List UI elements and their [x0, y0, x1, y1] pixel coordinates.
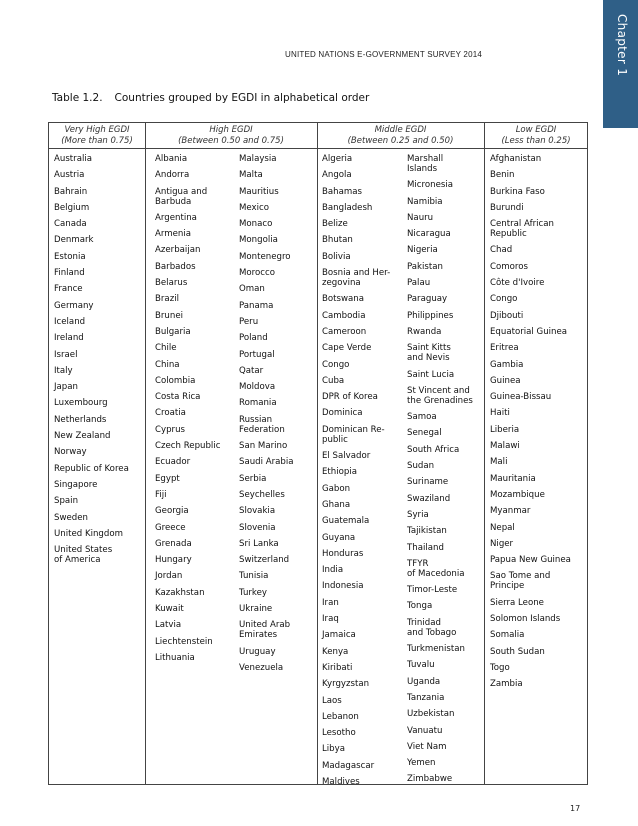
country-name: Angola — [322, 170, 352, 181]
country-name: Antigua and Barbuda — [155, 186, 208, 207]
country-name: Ghana — [322, 499, 351, 510]
country-name: France — [54, 284, 83, 295]
country-name: Austria — [54, 170, 85, 181]
country-name: Pakistan — [407, 261, 443, 272]
country-name: Cambodia — [322, 310, 366, 321]
country-name: Portugal — [239, 349, 275, 360]
column-divider — [484, 123, 485, 784]
country-name: Turkmenistan — [407, 644, 465, 655]
table-title: Countries grouped by EGDI in alphabetical order — [114, 92, 370, 104]
country-name: Sao Tome and Principe — [490, 571, 551, 592]
country-name: Tunisia — [239, 571, 269, 582]
country-name: Estonia — [54, 251, 86, 262]
country-name: Saint Kitts and Nevis — [407, 343, 451, 364]
list-high-2 — [239, 154, 315, 679]
country-name: Andorra — [155, 170, 190, 181]
country-name: Marshall Islands — [407, 154, 444, 174]
country-name: Jamaica — [322, 630, 356, 641]
column-divider — [145, 123, 146, 784]
country-name: Bosnia and Her- zegovina — [322, 268, 391, 289]
country-name: Luxembourg — [54, 398, 108, 409]
country-name: Nauru — [407, 212, 434, 223]
country-name: St Vincent and the Grenadines — [407, 385, 473, 406]
country-name: Côte d'Ivoire — [490, 278, 545, 289]
country-name: DPR of Korea — [322, 392, 378, 403]
country-name: Nepal — [490, 522, 515, 533]
country-name: Slovakia — [239, 506, 276, 517]
country-name: Afghanistan — [490, 154, 542, 164]
country-name: Somalia — [490, 630, 525, 641]
country-name: Czech Republic — [155, 441, 221, 452]
country-name: Peru — [239, 316, 259, 327]
country-name: Republic of Korea — [54, 463, 129, 474]
country-name: Algeria — [322, 154, 353, 164]
country-name: Guyana — [322, 532, 356, 543]
country-name: Cyprus — [155, 424, 185, 435]
chapter-tab — [603, 0, 638, 128]
country-name: Myanmar — [490, 506, 531, 517]
country-name: Latvia — [155, 620, 182, 631]
country-name: Panama — [239, 300, 274, 311]
country-name: Gambia — [490, 359, 524, 370]
country-name: Trinidad and Tobago — [407, 617, 457, 638]
country-name: Mauritius — [239, 186, 279, 197]
country-name: Germany — [54, 300, 94, 311]
country-name: Costa Rica — [155, 392, 201, 403]
country-name: Cuba — [322, 375, 345, 386]
country-name: Seychelles — [239, 489, 285, 500]
country-name: Kyrgyzstan — [322, 679, 370, 690]
country-name: Thailand — [407, 542, 444, 553]
country-name: Ukraine — [239, 604, 273, 615]
country-name: Kiribati — [322, 662, 353, 673]
country-name: Sweden — [54, 512, 88, 523]
list-middle-2 — [407, 154, 483, 791]
country-name: Singapore — [54, 479, 98, 490]
country-name: Qatar — [239, 365, 264, 376]
country-name: Venezuela — [239, 662, 284, 673]
country-name: Samoa — [407, 412, 437, 423]
country-name: United Kingdom — [54, 528, 123, 539]
country-name: Malawi — [490, 441, 520, 452]
country-name: Chad — [490, 245, 513, 256]
country-name: Lithuania — [155, 652, 195, 663]
country-name: Egypt — [155, 473, 180, 484]
chapter-label: Chapter 1 — [615, 14, 629, 77]
country-name: Liberia — [490, 424, 520, 435]
country-name: Albania — [155, 154, 188, 164]
country-name: Jordan — [155, 571, 183, 582]
country-name: Mexico — [239, 202, 270, 213]
country-name: Lebanon — [322, 711, 359, 722]
country-name: Saint Lucia — [407, 369, 455, 380]
country-name: Burkina Faso — [490, 186, 545, 197]
group-header-low — [484, 125, 588, 146]
country-name: Kenya — [322, 646, 349, 657]
country-name: Tajikistan — [407, 526, 447, 537]
country-name: Tanzania — [407, 692, 445, 703]
country-name: Italy — [54, 365, 73, 376]
country-name: Dominica — [322, 408, 363, 419]
country-name: Romania — [239, 398, 277, 409]
country-name: Belarus — [155, 278, 188, 289]
country-name: Bahamas — [322, 186, 362, 197]
country-name: Iceland — [54, 316, 86, 327]
country-name: Malta — [239, 170, 263, 181]
country-name: Libya — [322, 744, 345, 755]
country-name: Madagascar — [322, 760, 375, 771]
country-name: Ireland — [54, 333, 84, 344]
country-name: Japan — [54, 382, 78, 393]
country-name: Honduras — [322, 548, 364, 559]
country-name: Laos — [322, 695, 342, 706]
country-name: Philippines — [407, 310, 454, 321]
country-name: Fiji — [155, 489, 167, 500]
group-range: (Between 0.25 and 0.50) — [347, 135, 454, 146]
country-name: Barbados — [155, 261, 196, 272]
country-name: Spain — [54, 496, 79, 507]
country-name: Rwanda — [407, 326, 442, 337]
country-name: Dominican Re- public — [322, 424, 385, 445]
header-rule — [49, 148, 587, 149]
country-name: South Africa — [407, 444, 460, 455]
country-name: Zimbabwe — [407, 774, 453, 785]
country-name: Congo — [322, 359, 350, 370]
country-name: India — [322, 565, 344, 576]
country-name: Burundi — [490, 202, 524, 213]
country-name: Switzerland — [239, 555, 290, 566]
egdi-table — [48, 122, 588, 785]
country-name: Brunei — [155, 310, 183, 321]
country-name: Turkey — [239, 587, 267, 598]
group-name: High EGDI — [209, 125, 253, 135]
country-name: Guinea-Bissau — [490, 392, 552, 403]
country-name: Congo — [490, 294, 518, 305]
country-name: Canada — [54, 219, 87, 230]
country-name: Zambia — [490, 679, 523, 690]
country-name: Uruguay — [239, 646, 276, 657]
group-range: (More than 0.75) — [61, 135, 133, 146]
country-name: Armenia — [155, 229, 192, 240]
country-name: Australia — [54, 154, 93, 164]
country-name: South Sudan — [490, 646, 545, 657]
country-name: Togo — [490, 662, 510, 673]
country-name: Palau — [407, 278, 431, 289]
country-name: Norway — [54, 447, 87, 458]
country-name: Namibia — [407, 196, 443, 207]
country-name: Serbia — [239, 473, 267, 484]
list-middle-1 — [322, 154, 404, 793]
country-name: Equatorial Guinea — [490, 326, 568, 337]
country-name: Guinea — [490, 375, 521, 386]
country-name: Colombia — [155, 375, 196, 386]
country-name: Malaysia — [239, 154, 277, 164]
country-name: Bahrain — [54, 186, 88, 197]
country-name: Argentina — [155, 212, 197, 223]
country-name: New Zealand — [54, 431, 111, 442]
country-name: Kuwait — [155, 604, 184, 615]
running-head: UNITED NATIONS E-GOVERNMENT SURVEY 2014 — [285, 50, 483, 59]
country-name: Netherlands — [54, 414, 107, 425]
country-name: United States of America — [54, 545, 113, 566]
group-name: Middle EGDI — [374, 125, 427, 135]
country-name: Senegal — [407, 428, 442, 439]
country-name: Monaco — [239, 219, 273, 230]
country-name: Mongolia — [239, 235, 278, 246]
country-name: Chile — [155, 343, 177, 354]
country-name: Ecuador — [155, 457, 191, 468]
country-name: Saudi Arabia — [239, 457, 294, 468]
country-name: Botswana — [322, 294, 365, 305]
country-name: Oman — [239, 284, 265, 295]
country-name: TFYR of Macedonia — [407, 558, 465, 579]
country-name: Indonesia — [322, 581, 364, 592]
country-name: Tuvalu — [407, 660, 435, 671]
country-name: Swaziland — [407, 493, 451, 504]
country-name: Eritrea — [490, 343, 519, 354]
country-name: Comoros — [490, 261, 528, 272]
country-name: Viet Nam — [407, 741, 447, 752]
country-name: Djibouti — [490, 310, 524, 321]
group-range: (Less than 0.25) — [501, 135, 571, 146]
country-name: China — [155, 359, 180, 370]
country-name: Cameroon — [322, 326, 367, 337]
country-name: Nicaragua — [407, 229, 451, 240]
column-divider — [317, 123, 318, 784]
country-name: Micronesia — [407, 180, 453, 191]
country-name: United Arab Emirates — [239, 620, 291, 641]
country-name: Bulgaria — [155, 326, 191, 337]
country-name: Mali — [490, 457, 508, 468]
country-name: Belgium — [54, 202, 90, 213]
country-name: Belize — [322, 219, 348, 230]
country-name: Mauritania — [490, 473, 536, 484]
page-number: 17 — [570, 804, 581, 813]
country-name: Yemen — [407, 758, 436, 769]
country-name: Papua New Guinea — [490, 555, 571, 566]
group-range: (Between 0.50 and 0.75) — [178, 135, 284, 146]
country-name: Gabon — [322, 483, 351, 494]
country-name: Liechtenstein — [155, 636, 213, 647]
group-header-middle — [317, 125, 484, 146]
country-name: Bhutan — [322, 235, 353, 246]
country-name: Solomon Islands — [490, 614, 561, 625]
country-name: Guatemala — [322, 516, 370, 527]
country-name: Tonga — [407, 601, 433, 612]
country-name: Iran — [322, 597, 339, 608]
list-high-1 — [155, 154, 237, 669]
group-name: Low EGDI — [515, 125, 557, 135]
country-name: Nigeria — [407, 245, 438, 256]
country-name: Uzbekistan — [407, 709, 455, 720]
country-name: Grenada — [155, 538, 192, 549]
country-name: Iraq — [322, 614, 339, 625]
country-name: Finland — [54, 268, 85, 279]
country-name: Israel — [54, 349, 78, 360]
country-name: Azerbaijan — [155, 245, 201, 256]
country-name: Benin — [490, 170, 515, 181]
country-name: Vanuatu — [407, 725, 443, 736]
country-name: Syria — [407, 509, 429, 520]
country-name: Uganda — [407, 676, 441, 687]
country-name: Croatia — [155, 408, 186, 419]
country-name: Ethiopia — [322, 467, 358, 478]
country-name: Sri Lanka — [239, 538, 279, 549]
country-name: Hungary — [155, 555, 192, 566]
country-name: San Marino — [239, 441, 288, 452]
country-name: Suriname — [407, 477, 449, 488]
country-name: Denmark — [54, 235, 94, 246]
country-name: El Salvador — [322, 451, 371, 462]
country-name: Montenegro — [239, 251, 291, 262]
country-name: Lesotho — [322, 728, 356, 739]
table-caption — [52, 92, 369, 104]
country-name: Paraguay — [407, 294, 448, 305]
country-name: Sierra Leone — [490, 597, 544, 608]
country-name: Georgia — [155, 506, 189, 517]
country-name: Haiti — [490, 408, 510, 419]
country-name: Poland — [239, 333, 268, 344]
country-name: Moldova — [239, 382, 276, 393]
country-name: Slovenia — [239, 522, 276, 533]
country-name: Maldives — [322, 776, 360, 787]
country-name: Kazakhstan — [155, 587, 205, 598]
group-name: Very High EGDI — [64, 125, 130, 135]
country-name: Brazil — [155, 294, 179, 305]
country-name: Central African Republic — [490, 219, 554, 240]
table-number: Table 1.2. — [52, 92, 103, 104]
country-name: Cape Verde — [322, 343, 372, 354]
country-name: Morocco — [239, 268, 275, 279]
country-name: Bangladesh — [322, 202, 373, 213]
country-name: Sudan — [407, 461, 435, 472]
list-very-high — [54, 154, 142, 571]
group-header-very-high — [49, 125, 145, 146]
list-low — [490, 154, 586, 696]
group-header-high — [145, 125, 317, 146]
country-name: Niger — [490, 538, 514, 549]
country-name: Timor-Leste — [407, 585, 458, 596]
country-name: Bolivia — [322, 251, 351, 262]
country-name: Greece — [155, 522, 186, 533]
country-name: Mozambique — [490, 489, 545, 500]
country-name: Russian Federation — [239, 414, 285, 435]
